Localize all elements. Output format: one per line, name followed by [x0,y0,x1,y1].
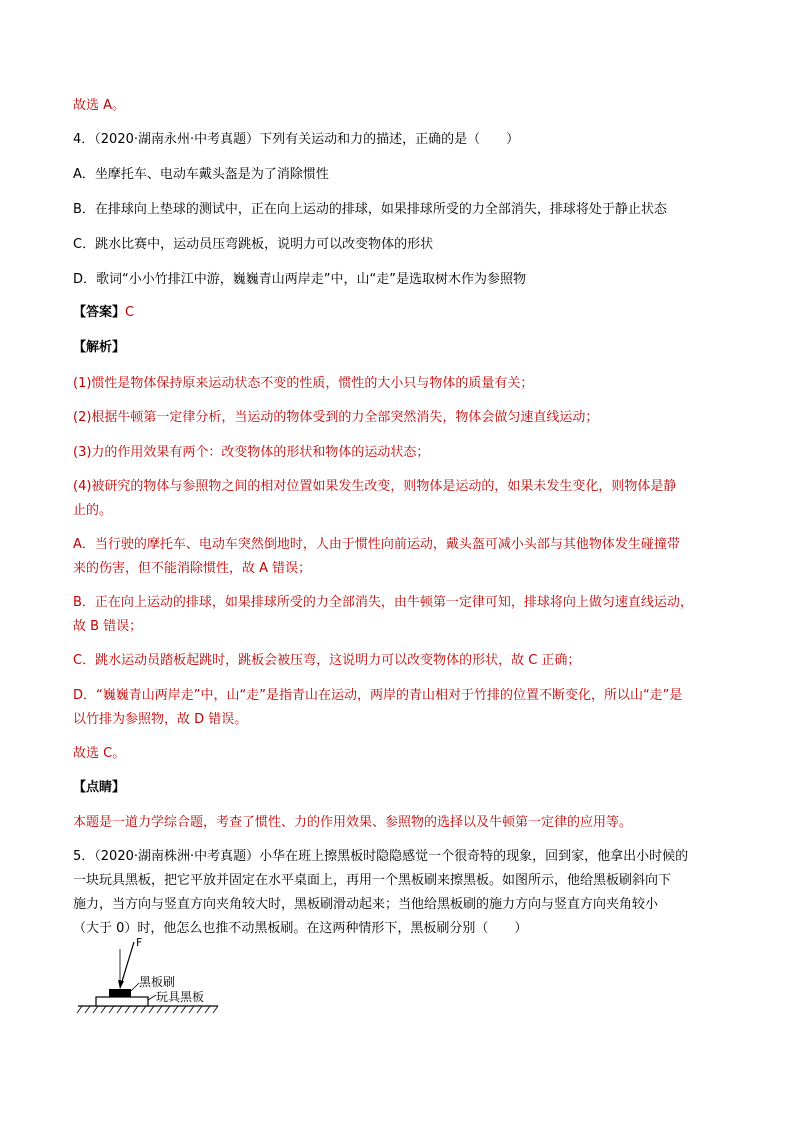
explain-b-line-1: B．正在向上运动的排球，如果排球所受的力全部消失，由牛顿第一定律可知，排球将向上做匀速直线运动， [73,595,693,610]
question-4-option-a: A．坐摩托车、电动车戴头盔是为了消除惯性 [73,167,329,182]
board-label: 玩具黑板 [156,990,205,1004]
brush-leader [131,983,139,991]
force-arrowhead [118,980,124,989]
analysis-point-2: (2)根据牛顿第一定律分析，当运动的物体受到的力全部突然消失，物体会做匀速直线运动； [73,410,599,425]
analysis-point-4-line-1: (4)被研究的物体与参照物之间的相对位置如果发生改变，则物体是运动的，如果未发生变化，则物体是静 [73,479,677,494]
toy-blackboard [96,997,148,1006]
analysis-point-3: (3)力的作用效果有两个：改变物体的形状和物体的运动状态； [73,445,430,460]
analysis-point-1: (1)惯性是物体保持原来运动状态不变的性质，惯性的大小只与物体的质量有关； [73,376,534,391]
force-label: F [136,936,143,949]
question-5-line-2: 一块玩具黑板，把它平放并固定在水平桌面上，再用一个黑板刷来擦黑板。如图所示，他给黑板刷斜向下 [73,873,672,888]
question-5-line-1: 5．（2020·湖南株洲·中考真题）小华在班上擦黑板时隐隐感觉一个很奇特的现象，回到家，他拿出小时候的 [73,849,689,864]
question-4-option-c: C．跳水比赛中，运动员压弯跳板，说明力可以改变物体的形状 [73,237,434,252]
question-5-line-3: 施力，当方向与竖直方向夹角较大时，黑板刷滑动起来；当他给黑板刷的施力方向与竖直方向夹角较小 [73,897,659,912]
board-leader [148,995,156,1000]
explain-a-line-1: A．当行驶的摩托车、电动车突然倒地时，人由于惯性向前运动，戴头盔可减小头部与其他物体发生碰撞带 [73,537,680,552]
answer-value: C [125,305,135,320]
blackboard-brush [109,989,131,997]
explain-b-line-2: 故 B 错误； [73,619,143,634]
explain-a-line-2: 来的伤害，但不能消除惯性，故 A 错误； [73,561,312,576]
comment-label: 【点睛】 [73,780,126,795]
question-5-line-4: （大于 0）时，他怎么也推不动黑板刷。在这两种情形下，黑板刷分别（ ） [73,921,528,936]
question-4-stem: 4．（2020·湖南永州·中考真题）下列有关运动和力的描述，正确的是（ ） [73,132,520,147]
explain-c: C．跳水运动员踏板起跳时，跳板会被压弯，这说明力可以改变物体的形状，故 C 正确； [73,653,581,668]
conclusion: 故选 C。 [73,746,126,761]
explain-d-line-2: 以竹排为参照物，故 D 错误。 [73,712,248,727]
ground-hatch [77,1006,218,1013]
analysis-point-4-line-2: 止的。 [73,503,113,518]
brush-label: 黑板刷 [139,975,176,989]
answer-line [73,300,723,325]
explain-d-line-1: D．“巍巍青山两岸走”中，山“走”是指青山在运动，两岸的青山相对于竹排的位置不断变化，所以山“走”是 [73,688,683,703]
analysis-label: 【解析】 [73,340,126,355]
question-4-option-b: B．在排球向上垫球的测试中，正在向上运动的排球，如果排球所受的力全部消失，排球将处于静止状态 [73,202,667,217]
answer-label: 【答案】 [73,305,126,320]
figure-svg [76,935,236,1025]
blackboard-figure [76,935,236,1025]
prev-conclusion: 故选 A。 [73,98,126,113]
comment-text: 本题是一道力学综合题，考查了惯性、力的作用效果、参照物的选择以及牛顿第一定律的应用等。 [73,815,633,830]
question-4-option-d: D．歌词“小小竹排江中游，巍巍青山两岸走”中，山“走”是选取树木作为参照物 [73,272,526,287]
